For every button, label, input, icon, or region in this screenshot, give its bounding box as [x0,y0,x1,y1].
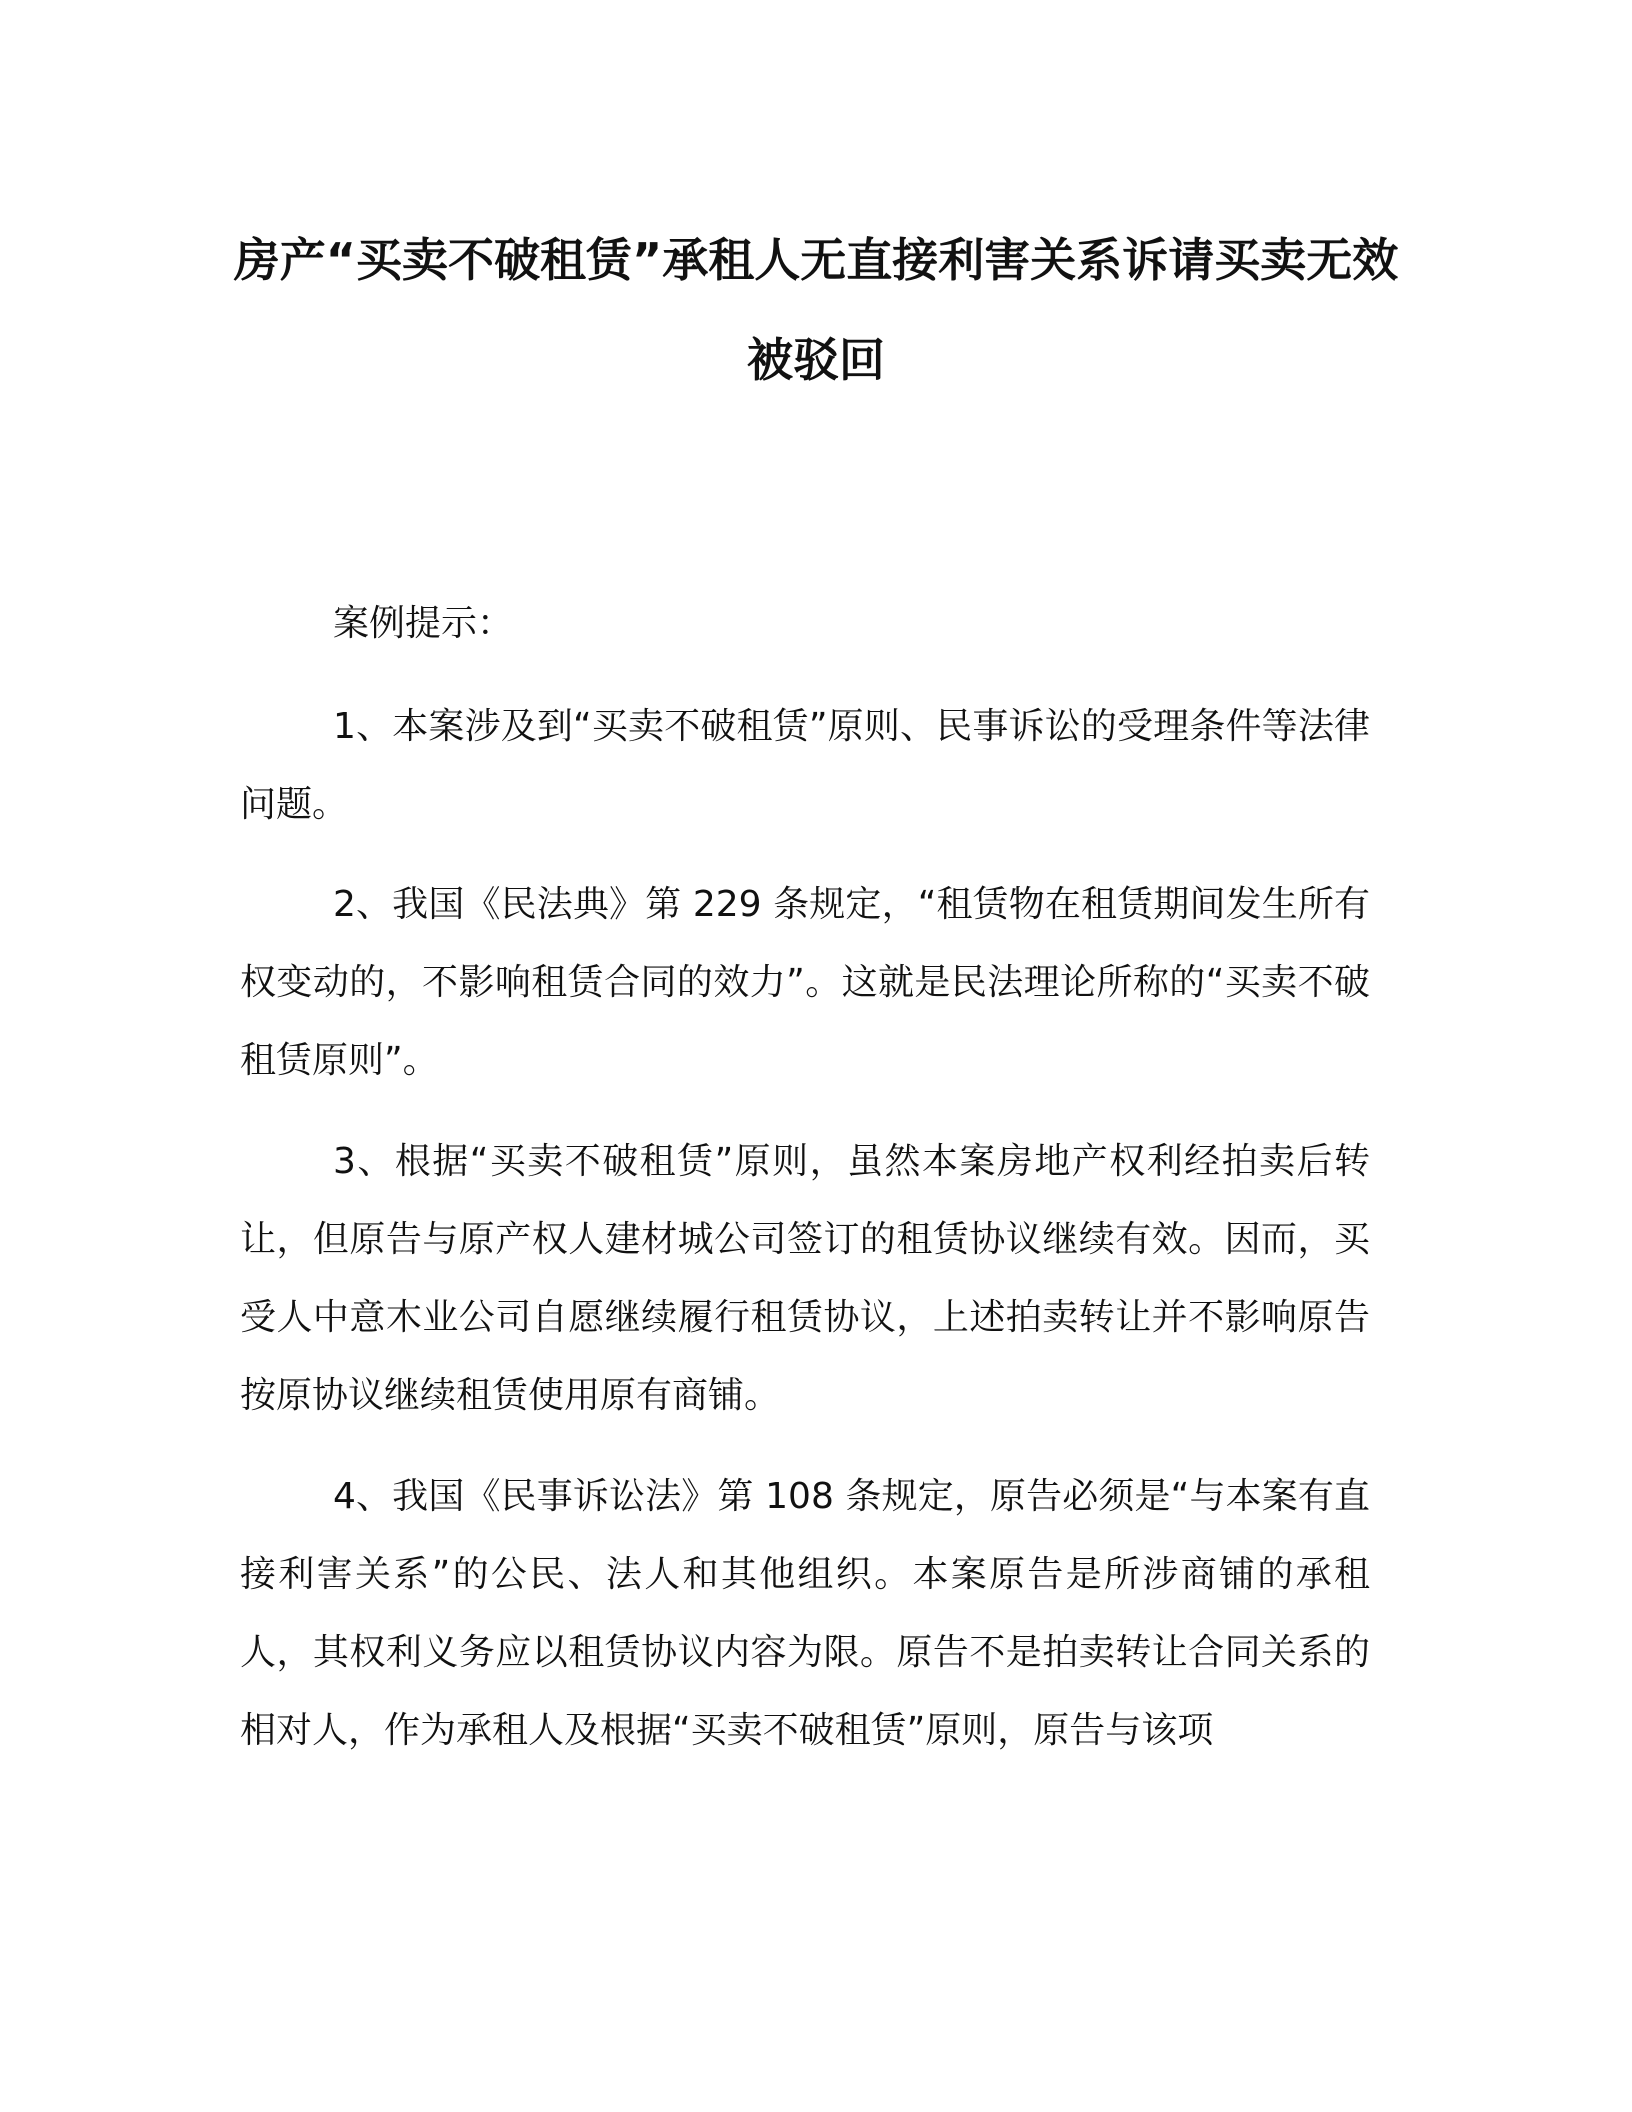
paragraph-3: 3、根据“买卖不破租赁”原则，虽然本案房地产权利经拍卖后转让，但原告与原产权人建材城公司签订的租赁协议继续有效。因而，买受人中意木业公司自愿继续履行租赁协议，上述拍卖转让并不影响原告按原协议继续租赁使用原有商铺。 [240,1141,1370,1416]
case-tips-heading: 案例提示： [333,603,514,644]
paragraph-2: 2、我国《民法典》第 229 条规定，“租赁物在租赁期间发生所有权变动的，不影响租赁合同的效力”。这就是民法理论所称的“买卖不破租赁原则”。 [240,884,1370,1081]
paragraph-4: 4、我国《民事诉讼法》第 108 条规定，原告必须是“与本案有直接利害关系”的公民、法人和其他组织。本案原告是所涉商铺的承租人，其权利义务应以租赁协议内容为限。原告不是拍卖转让合同关系的相对人，作为承租人及根据“买卖不破租赁”原则，原告与该项 [240,1476,1370,1751]
paragraph-1: 1、本案涉及到“买卖不破租赁”原则、民事诉讼的受理条件等法律问题。 [240,706,1370,825]
document-title: 房产“买卖不破租赁”承租人无直接利害关系诉请买卖无效被驳回 [233,233,1399,387]
